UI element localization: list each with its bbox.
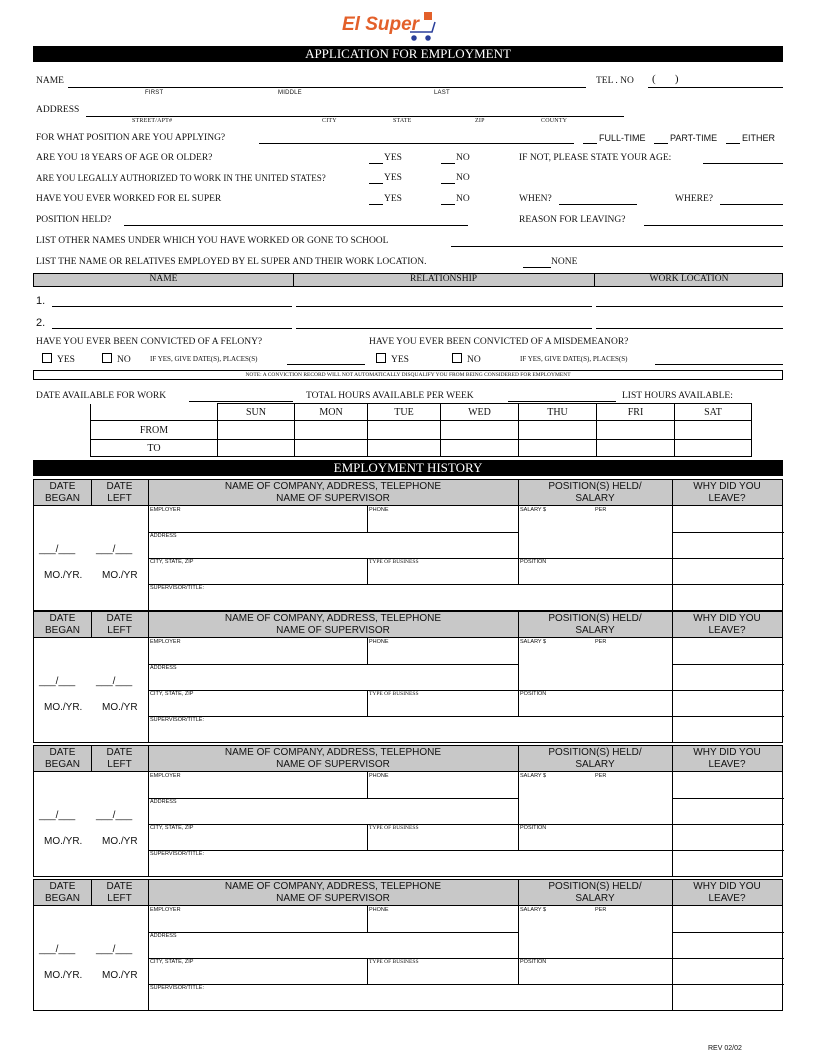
employment-body	[33, 771, 783, 877]
svg-text:El Super: El Super	[342, 14, 420, 35]
reason-field[interactable]	[644, 225, 783, 226]
from-thu[interactable]	[519, 421, 597, 440]
employment-body	[33, 505, 783, 611]
date-left-field[interactable]: ___/___	[96, 810, 133, 821]
rel-col-name: NAME	[149, 274, 178, 284]
age-no-label: NO	[456, 153, 470, 163]
misd-yes-checkbox[interactable]	[376, 353, 386, 363]
city-sublabel: CITY	[322, 118, 337, 124]
auth-yes-label: YES	[384, 173, 402, 183]
hdr-date-left: DATE LEFT	[106, 747, 133, 770]
address-label: ADDRESS	[150, 799, 177, 805]
day-wed: WED	[441, 404, 519, 421]
to-fri[interactable]	[597, 440, 675, 457]
hdr-date-began: DATE BEGAN	[44, 881, 80, 904]
date-available-label: DATE AVAILABLE FOR WORK	[36, 391, 167, 401]
salary-label: SALARY $	[520, 773, 547, 779]
position-label: POSITION	[520, 691, 547, 697]
rel-row-1-name[interactable]	[52, 306, 292, 307]
date-left-format: MO./YR	[102, 570, 138, 581]
othernames-field[interactable]	[451, 246, 783, 247]
to-wed[interactable]	[441, 440, 519, 457]
hdr-position: POSITION(S) HELD/ SALARY	[548, 747, 642, 770]
date-left-format: MO./YR	[102, 970, 138, 981]
to-thu[interactable]	[519, 440, 597, 457]
city-state-zip-label: CITY, STATE, ZIP	[150, 959, 194, 965]
position-label: POSITION	[520, 959, 547, 965]
worked-yes-blank[interactable]	[369, 204, 383, 205]
where-field[interactable]	[720, 204, 783, 205]
auth-no-blank[interactable]	[441, 183, 455, 184]
felony-question: HAVE YOU EVER BEEN CONVICTED OF A FELONY?	[36, 337, 263, 347]
hdr-company: NAME OF COMPANY, ADDRESS, TELEPHONE NAME OF SUPERVISOR	[224, 881, 442, 904]
address-label: ADDRESS	[150, 665, 177, 671]
type-of-business-label: TYPE OF BUSINESS	[369, 825, 419, 831]
worked-no-blank[interactable]	[441, 204, 455, 205]
date-began-field[interactable]: ___/___	[39, 676, 76, 687]
type-of-business-label: TYPE OF BUSINESS	[369, 559, 419, 565]
when-label: WHEN?	[519, 194, 552, 204]
misd-ifyes-label: IF YES, GIVE DATE(S), PLACES(S)	[520, 355, 628, 363]
to-tue[interactable]	[368, 440, 441, 457]
hdr-company: NAME OF COMPANY, ADDRESS, TELEPHONE NAME OF SUPERVISOR	[224, 747, 442, 770]
employment-entry	[33, 879, 783, 1012]
first-sublabel: FIRST	[145, 90, 164, 96]
relatives-none-blank[interactable]	[523, 267, 551, 268]
employment-body	[33, 905, 783, 1011]
worked-yes-label: YES	[384, 194, 402, 204]
street-sublabel: STREET/APT#	[132, 118, 173, 124]
hdr-company: NAME OF COMPANY, ADDRESS, TELEPHONE NAME OF SUPERVISOR	[224, 613, 442, 636]
hdr-date-began: DATE BEGAN	[44, 747, 80, 770]
name-field[interactable]	[68, 87, 586, 88]
felony-yes[interactable]	[42, 353, 75, 365]
phone-label: PHONE	[369, 907, 389, 913]
misd-no-checkbox[interactable]	[452, 353, 462, 363]
employment-header	[33, 745, 783, 772]
held-field[interactable]	[124, 225, 468, 226]
type-of-business-label: TYPE OF BUSINESS	[369, 691, 419, 697]
rel-row-1-relationship[interactable]	[296, 306, 592, 307]
date-left-format: MO./YR	[102, 702, 138, 713]
misdemeanor-question: HAVE YOU EVER BEEN CONVICTED OF A MISDEMEANOR?	[369, 337, 629, 347]
othernames-label: LIST OTHER NAMES UNDER WHICH YOU HAVE WORKED OR GONE TO SCHOOL	[36, 236, 389, 246]
hdr-position: POSITION(S) HELD/ SALARY	[548, 481, 642, 504]
day-sun: SUN	[218, 404, 295, 421]
el-super-logo	[340, 8, 440, 44]
position-field[interactable]	[259, 143, 574, 144]
tel-label: TEL . NO	[596, 76, 634, 86]
hdr-date-left: DATE LEFT	[106, 481, 133, 504]
misd-no-label: NO	[467, 355, 481, 365]
employment-entry	[33, 479, 783, 612]
rel-col-location: WORK LOCATION	[649, 274, 729, 284]
fulltime-blank[interactable]	[583, 143, 597, 144]
type-of-business-label: TYPE OF BUSINESS	[369, 959, 419, 965]
felony-no-checkbox[interactable]	[102, 353, 112, 363]
salary-label: SALARY $	[520, 907, 547, 913]
conviction-note: NOTE: A CONVICTION RECORD WILL NOT AUTOMATICALLY DISQUALIFY YOU FROM BEING CONSIDERED FOR EMPLOYMENT	[245, 372, 571, 378]
per-label: PER	[595, 639, 607, 645]
page-title: APPLICATION FOR EMPLOYMENT	[33, 46, 783, 62]
parttime-blank[interactable]	[654, 143, 668, 144]
phone-label: PHONE	[369, 639, 389, 645]
rel-row-1-num: 1.	[36, 295, 46, 307]
day-tue: TUE	[368, 404, 441, 421]
address-field[interactable]	[86, 116, 624, 117]
tel-area-code: ( )	[652, 73, 679, 85]
age-field[interactable]	[703, 163, 783, 164]
felony-dates-field[interactable]	[287, 364, 365, 365]
age-ifnot-label: IF NOT, PLEASE STATE YOUR AGE:	[519, 153, 672, 163]
employer-label: EMPLOYER	[150, 907, 181, 913]
date-began-field[interactable]: ___/___	[39, 944, 76, 955]
day-thu: THU	[519, 404, 597, 421]
felony-yes-checkbox[interactable]	[42, 353, 52, 363]
supervisor-label: SUPERVISOR/TITLE:	[150, 985, 204, 991]
reason-label: REASON FOR LEAVING?	[519, 215, 626, 225]
employer-label: EMPLOYER	[150, 507, 181, 513]
employer-label: EMPLOYER	[150, 773, 181, 779]
from-mon[interactable]	[295, 421, 368, 440]
state-sublabel: STATE	[393, 118, 412, 124]
felony-yes-label: YES	[57, 355, 75, 365]
phone-label: PHONE	[369, 507, 389, 513]
parttime-label: PART-TIME	[670, 133, 718, 143]
to-sun[interactable]	[218, 440, 295, 457]
age-yes-blank[interactable]	[369, 163, 383, 164]
position-label: FOR WHAT POSITION ARE YOU APPLYING?	[36, 133, 226, 143]
when-field[interactable]	[559, 204, 637, 205]
felony-ifyes-label: IF YES, GIVE DATE(S), PLACES(S)	[150, 355, 258, 363]
from-sat[interactable]	[675, 421, 752, 440]
list-hours-label: LIST HOURS AVAILABLE:	[622, 391, 733, 401]
employment-header	[33, 879, 783, 906]
phone-label: PHONE	[369, 773, 389, 779]
revision-label: REV 02/02	[708, 1045, 742, 1052]
hdr-date-began: DATE BEGAN	[44, 481, 80, 504]
date-began-field[interactable]: ___/___	[39, 810, 76, 821]
auth-yes-blank[interactable]	[369, 183, 383, 184]
to-mon[interactable]	[295, 440, 368, 457]
hdr-position: POSITION(S) HELD/ SALARY	[548, 613, 642, 636]
day-sat: SAT	[675, 404, 752, 421]
where-label: WHERE?	[675, 194, 713, 204]
hdr-company: NAME OF COMPANY, ADDRESS, TELEPHONE NAME OF SUPERVISOR	[224, 481, 442, 504]
employment-header	[33, 479, 783, 506]
auth-no-label: NO	[456, 173, 470, 183]
per-label: PER	[595, 907, 607, 913]
employment-body	[33, 637, 783, 743]
hdr-why-leave: WHY DID YOU LEAVE?	[693, 747, 761, 770]
county-sublabel: COUNTY	[541, 118, 568, 124]
address-label: ADDRESS	[36, 105, 80, 115]
date-left-field[interactable]: ___/___	[96, 544, 133, 555]
age-yes-label: YES	[384, 153, 402, 163]
held-label: POSITION HELD?	[36, 215, 112, 225]
either-blank[interactable]	[726, 143, 740, 144]
day-mon: MON	[295, 404, 368, 421]
rel-col-relationship: RELATIONSHIP	[409, 274, 478, 284]
last-sublabel: LAST	[434, 90, 450, 96]
employment-entry	[33, 611, 783, 744]
hdr-why-leave: WHY DID YOU LEAVE?	[693, 881, 761, 904]
date-left-format: MO./YR	[102, 836, 138, 847]
hdr-date-began: DATE BEGAN	[44, 613, 80, 636]
position-label: POSITION	[520, 825, 547, 831]
employment-history-title: EMPLOYMENT HISTORY	[33, 460, 783, 476]
day-fri: FRI	[597, 404, 675, 421]
city-state-zip-label: CITY, STATE, ZIP	[150, 691, 194, 697]
from-label: FROM	[91, 421, 218, 440]
to-label: TO	[91, 440, 218, 457]
date-began-field[interactable]: ___/___	[39, 544, 76, 555]
zip-sublabel: ZIP	[475, 118, 485, 124]
salary-label: SALARY $	[520, 507, 547, 513]
hdr-date-left: DATE LEFT	[106, 881, 133, 904]
total-hours-field[interactable]	[508, 401, 616, 402]
fulltime-label: FULL-TIME	[599, 133, 646, 143]
supervisor-label: SUPERVISOR/TITLE:	[150, 851, 204, 857]
supervisor-label: SUPERVISOR/TITLE:	[150, 717, 204, 723]
date-began-format: MO./YR.	[44, 570, 83, 581]
conviction-note-box	[33, 370, 783, 380]
address-label: ADDRESS	[150, 933, 177, 939]
from-sun[interactable]	[218, 421, 295, 440]
supervisor-label: SUPERVISOR/TITLE:	[150, 585, 204, 591]
city-state-zip-label: CITY, STATE, ZIP	[150, 559, 194, 565]
worked-no-label: NO	[456, 194, 470, 204]
worked-question: HAVE YOU EVER WORKED FOR EL SUPER	[36, 194, 222, 204]
total-hours-label: TOTAL HOURS AVAILABLE PER WEEK	[306, 391, 474, 401]
age-question: ARE YOU 18 YEARS OF AGE OR OLDER?	[36, 153, 213, 163]
date-began-format: MO./YR.	[44, 836, 83, 847]
relatives-none-label: NONE	[551, 257, 578, 267]
either-label: EITHER	[742, 133, 776, 143]
name-label: NAME	[36, 76, 64, 86]
date-began-format: MO./YR.	[44, 970, 83, 981]
middle-sublabel: MIDDLE	[278, 90, 302, 96]
to-sat[interactable]	[675, 440, 752, 457]
city-state-zip-label: CITY, STATE, ZIP	[150, 825, 194, 831]
date-left-field[interactable]: ___/___	[96, 944, 133, 955]
rel-row-2-num: 2.	[36, 317, 46, 329]
relatives-label: LIST THE NAME OR RELATIVES EMPLOYED BY EL SUPER AND THEIR WORK LOCATION.	[36, 257, 427, 267]
position-label: POSITION	[520, 559, 547, 565]
hdr-why-leave: WHY DID YOU LEAVE?	[693, 481, 761, 504]
relatives-table-header	[33, 273, 783, 287]
misd-no[interactable]	[452, 353, 481, 365]
from-tue[interactable]	[368, 421, 441, 440]
employment-entry	[33, 745, 783, 878]
rel-row-2-location[interactable]	[596, 328, 783, 329]
felony-no-label: NO	[117, 355, 131, 365]
misd-yes-label: YES	[391, 355, 409, 365]
rel-row-2-relationship[interactable]	[296, 328, 592, 329]
from-wed[interactable]	[441, 421, 519, 440]
employment-header	[33, 611, 783, 638]
age-no-blank[interactable]	[441, 163, 455, 164]
date-available-field[interactable]	[189, 401, 293, 402]
rel-row-2-name[interactable]	[52, 328, 292, 329]
date-began-format: MO./YR.	[44, 702, 83, 713]
salary-label: SALARY $	[520, 639, 547, 645]
address-label: ADDRESS	[150, 533, 177, 539]
felony-no[interactable]	[102, 353, 131, 365]
tel-field[interactable]	[648, 87, 783, 88]
hdr-why-leave: WHY DID YOU LEAVE?	[693, 613, 761, 636]
rel-row-1-location[interactable]	[596, 306, 783, 307]
auth-question: ARE YOU LEGALLY AUTHORIZED TO WORK IN THE UNITED STATES?	[36, 173, 326, 183]
date-left-field[interactable]: ___/___	[96, 676, 133, 687]
misd-yes[interactable]	[376, 353, 409, 365]
from-fri[interactable]	[597, 421, 675, 440]
hdr-date-left: DATE LEFT	[106, 613, 133, 636]
employer-label: EMPLOYER	[150, 639, 181, 645]
hours-table	[90, 403, 752, 457]
per-label: PER	[595, 507, 607, 513]
per-label: PER	[595, 773, 607, 779]
misd-dates-field[interactable]	[655, 364, 783, 365]
hdr-position: POSITION(S) HELD/ SALARY	[548, 881, 642, 904]
